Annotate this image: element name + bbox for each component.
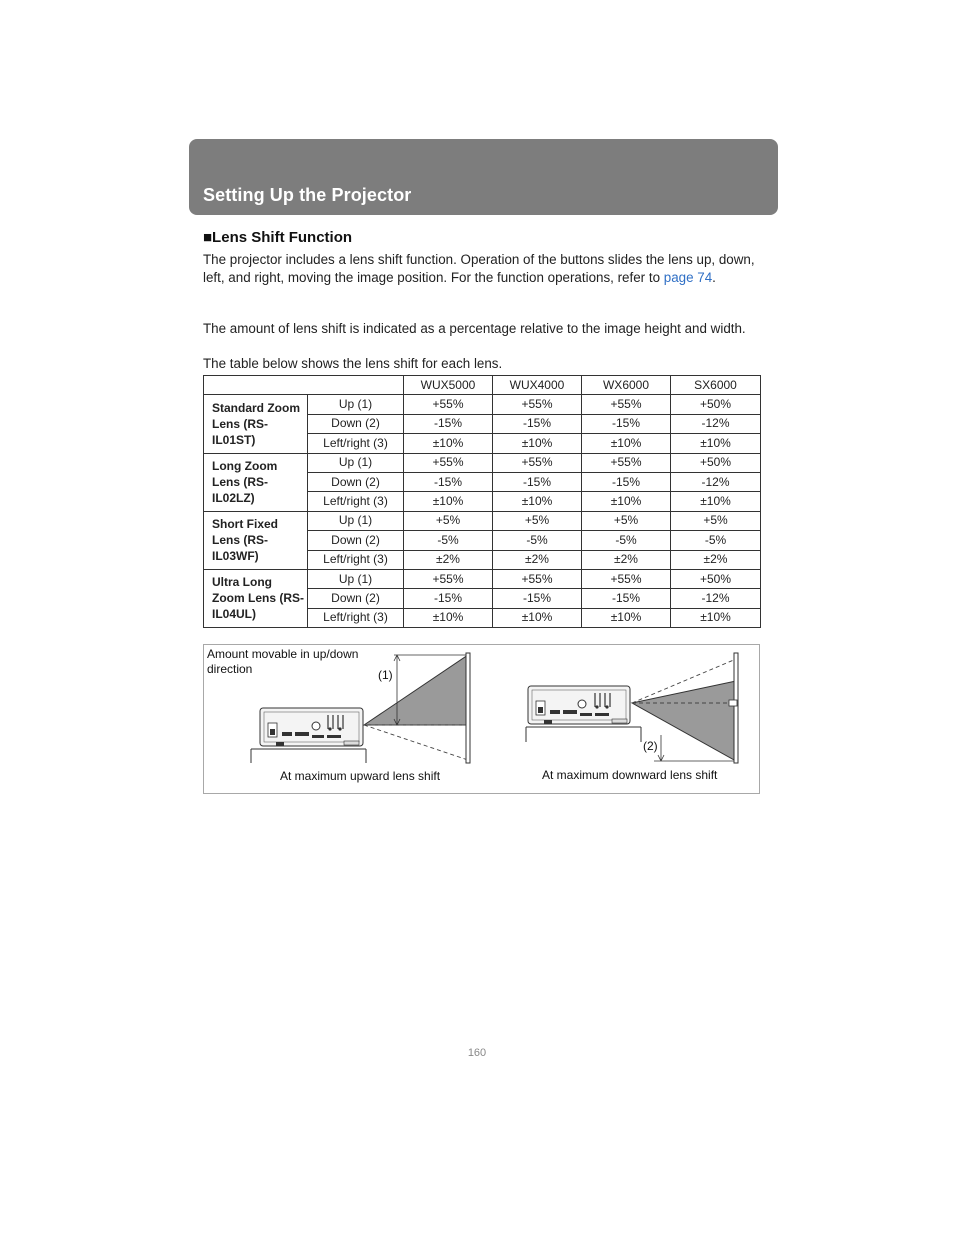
value-cell: -12% (671, 414, 761, 433)
value-cell: -15% (404, 589, 493, 608)
column-header: WUX4000 (493, 376, 582, 395)
value-cell: ±2% (404, 550, 493, 569)
value-cell: -15% (582, 472, 671, 491)
lens-shift-figure (203, 644, 760, 794)
value-cell: -15% (404, 472, 493, 491)
intro-paragraph (203, 251, 763, 286)
value-cell: +55% (493, 395, 582, 414)
value-cell: +55% (582, 569, 671, 588)
value-cell: ±10% (671, 434, 761, 453)
value-cell: ±2% (671, 550, 761, 569)
downward-shift-caption: At maximum downward lens shift (542, 768, 718, 782)
table-corner-cell (204, 376, 404, 395)
direction-cell: Up (1) (308, 511, 404, 530)
value-cell: +5% (671, 511, 761, 530)
value-cell: +5% (493, 511, 582, 530)
value-cell: -15% (582, 589, 671, 608)
direction-cell: Up (1) (308, 569, 404, 588)
projector-icon (528, 686, 630, 724)
value-cell: +5% (582, 511, 671, 530)
lens-shift-table (203, 375, 761, 628)
page-74-link[interactable]: page 74 (663, 269, 713, 285)
value-cell: +55% (404, 453, 493, 472)
beam-center-dashed-line (364, 725, 468, 760)
value-cell: +55% (582, 453, 671, 472)
lens-name-cell: Standard Zoom Lens (RS-IL01ST) (204, 395, 308, 453)
value-cell: ±10% (404, 492, 493, 511)
value-cell: ±10% (671, 492, 761, 511)
projector-icon (260, 708, 363, 746)
column-header: SX6000 (671, 376, 761, 395)
table-row (204, 511, 761, 530)
value-cell: -15% (493, 414, 582, 433)
direction-cell: Down (2) (308, 414, 404, 433)
table-intro-paragraph: The table below shows the lens shift for each lens. (203, 356, 503, 371)
value-cell: -12% (671, 472, 761, 491)
direction-cell: Down (2) (308, 472, 404, 491)
intro-text: The projector includes a lens shift function. Operation of the buttons slides the lens up, down, left, and right, moving the image position. For the function operations, refer to (203, 252, 755, 285)
amount-movable-label: Amount movable in up/down direction (207, 647, 359, 676)
value-cell: ±10% (493, 492, 582, 511)
value-cell: ±10% (582, 608, 671, 627)
percentage-paragraph: The amount of lens shift is indicated as a percentage relative to the image height and width. (203, 321, 746, 336)
screen-rect (466, 653, 470, 763)
lens-name-cell: Long Zoom Lens (RS-IL02LZ) (204, 453, 308, 511)
value-cell: ±2% (493, 550, 582, 569)
value-cell: -15% (582, 414, 671, 433)
value-cell: -15% (404, 414, 493, 433)
direction-cell: Down (2) (308, 589, 404, 608)
value-cell: ±10% (404, 608, 493, 627)
lens-name-cell: Short Fixed Lens (RS-IL03WF) (204, 511, 308, 569)
downward-shift-illustration (526, 653, 738, 763)
direction-cell: Up (1) (308, 453, 404, 472)
value-cell: +55% (493, 453, 582, 472)
header-bar (189, 139, 778, 215)
column-header: WX6000 (582, 376, 671, 395)
lens-name-cell: Ultra Long Zoom Lens (RS-IL04UL) (204, 569, 308, 627)
marker-2-label: (2) (643, 739, 658, 753)
value-cell: +50% (671, 395, 761, 414)
direction-cell: Down (2) (308, 531, 404, 550)
value-cell: ±10% (582, 434, 671, 453)
direction-cell: Left/right (3) (308, 550, 404, 569)
page-number: 160 (467, 1047, 487, 1059)
value-cell: +5% (404, 511, 493, 530)
value-cell: -5% (671, 531, 761, 550)
direction-cell: Left/right (3) (308, 434, 404, 453)
value-cell: +55% (404, 569, 493, 588)
page-title: Setting Up the Projector (203, 185, 412, 205)
direction-cell: Left/right (3) (308, 492, 404, 511)
projection-beam (364, 655, 468, 725)
value-cell: +55% (404, 395, 493, 414)
value-cell: -15% (493, 589, 582, 608)
table-header-row (204, 376, 761, 395)
value-cell: ±10% (671, 608, 761, 627)
section-title: ■Lens Shift Function (203, 229, 353, 246)
intro-end: . (712, 269, 716, 285)
marker-1-label: (1) (378, 668, 393, 682)
value-cell: -5% (493, 531, 582, 550)
value-cell: ±10% (582, 492, 671, 511)
value-cell: +50% (671, 453, 761, 472)
value-cell: ±10% (493, 608, 582, 627)
screen-rect (734, 653, 738, 763)
value-cell: -5% (582, 531, 671, 550)
direction-cell: Left/right (3) (308, 608, 404, 627)
table-row (204, 569, 761, 588)
value-cell: +55% (493, 569, 582, 588)
table-row (204, 453, 761, 472)
value-cell: -12% (671, 589, 761, 608)
value-cell: ±10% (404, 434, 493, 453)
value-cell: -5% (404, 531, 493, 550)
column-header: WUX5000 (404, 376, 493, 395)
upward-shift-caption: At maximum upward lens shift (280, 769, 441, 783)
value-cell: -15% (493, 472, 582, 491)
value-cell: +50% (671, 569, 761, 588)
value-cell: ±2% (582, 550, 671, 569)
direction-cell: Up (1) (308, 395, 404, 414)
screen-bracket (729, 700, 737, 706)
value-cell: +55% (582, 395, 671, 414)
table-row (204, 395, 761, 414)
value-cell: ±10% (493, 434, 582, 453)
